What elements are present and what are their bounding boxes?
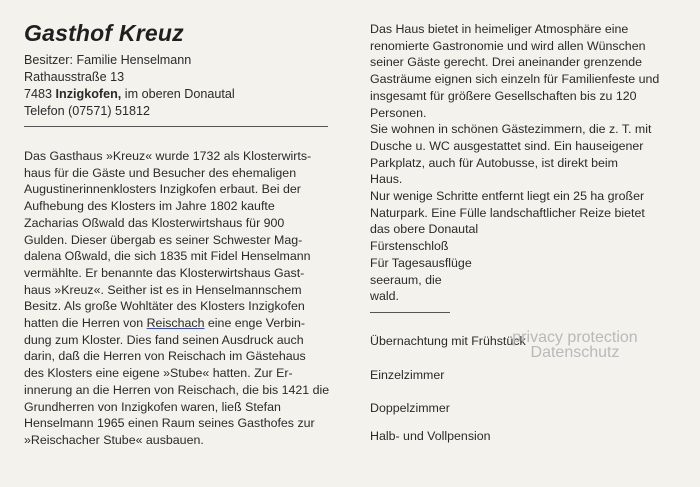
history-line: vermählte. Er benannte das Klosterwirtshaus Gast- <box>24 265 305 280</box>
owner-line: Besitzer: Familie Henselmann <box>24 53 192 67</box>
history-line: Grundherren von Inzigkofen waren, ließ Stefan <box>24 399 281 414</box>
description-line: insgesamt für größere Gesellschaften bis zu 120 <box>370 88 637 103</box>
divider-left <box>24 126 328 127</box>
watermark-line: Datenschutz <box>530 344 620 361</box>
description-line: renomierte Gastronomie und wird allen Wünschen <box>370 38 646 53</box>
price-row-board: Halb- und Vollpension <box>370 429 491 443</box>
description-line-clipped: das obere Donautal <box>370 222 479 237</box>
history-line: Gulden. Dieser übergab es seiner Schwester Mag- <box>24 232 303 247</box>
postal-code: 7483 <box>24 87 56 101</box>
price-row-single: Einzelzimmer <box>370 368 445 382</box>
underlined-word: Reischach <box>146 316 205 331</box>
description-line: Parkplatz, auch für Autobusse, ist direkt beim <box>370 155 618 170</box>
history-line: des Klosters eine eigene »Stube« hatten. Zur Er- <box>24 366 293 381</box>
description-line-clipped: Fürstenschloß <box>370 239 449 254</box>
watermark <box>500 330 650 360</box>
description-line: Personen. <box>370 105 427 120</box>
history-line: haus »Kreuz«. Seither ist es in Henselmannschem <box>24 282 302 297</box>
description-line: Sie wohnen in schönen Gästezimmern, die z. T. mit <box>370 122 652 137</box>
description-line: Gasträume eignen sich einzeln für Familienfeste und <box>370 72 660 87</box>
owner-address-block <box>24 52 235 120</box>
phone-line: Telefon (07571) 51812 <box>24 104 151 118</box>
description-text <box>370 21 680 305</box>
history-line-text: hatten die Herren von <box>24 316 147 331</box>
description-line-clipped: seeraum, die <box>370 272 442 287</box>
history-line: haus für die Gäste und Besucher des ehemaligen <box>24 165 297 180</box>
description-line: Das Haus bietet in heimeliger Atmosphäre eine <box>370 22 629 36</box>
history-line: Henselmann 1965 einen Raum seines Gasthofes zur <box>24 416 315 431</box>
description-line: Haus. <box>370 172 403 187</box>
history-line <box>24 315 332 332</box>
history-line: Das Gasthaus »Kreuz« wurde 1732 als Klosterwirts- <box>24 149 312 163</box>
history-line: darin, daß die Herren von Reischach im Gästehaus <box>24 349 306 364</box>
divider-right <box>370 312 450 313</box>
history-line: Aufhebung des Klosters im Jahre 1802 kaufte <box>24 199 275 214</box>
street-line: Rathausstraße 13 <box>24 70 125 84</box>
description-line-clipped: wald. <box>370 289 399 304</box>
price-row-double: Doppelzimmer <box>370 401 450 415</box>
history-line: Zacharias Oßwald das Klosterwirtshaus für 900 <box>24 215 285 230</box>
page-title: Gasthof Kreuz <box>24 20 184 46</box>
history-text <box>24 148 332 449</box>
price-row-overnight: Übernachtung mit Frühstück <box>370 334 526 348</box>
history-line: Besitz. Als große Wohltäter des Klosters Inzigkofen <box>24 299 305 314</box>
history-line: dung zum Kloster. Dies fand seinen Ausdruck auch <box>24 332 304 347</box>
watermark-line: privacy protection <box>512 329 638 346</box>
history-line: dalena Oßwald, die sich 1835 mit Fidel Henselmann <box>24 249 311 264</box>
description-line: seiner Gäste gerecht. Drei aneinander grenzende <box>370 55 643 70</box>
description-line: Naturpark. Eine Fülle landschaftlicher Reize bietet <box>370 205 645 220</box>
city-line <box>24 86 235 103</box>
history-line-text: eine enge Verbin- <box>204 316 306 331</box>
description-line: Dusche u. WC ausgestattet sind. Ein hauseigener <box>370 138 644 153</box>
city-name: Inzigkofen, <box>55 87 122 101</box>
history-line: Augustinerinnenklosters Inzigkofen erbaut. Bei der <box>24 182 301 197</box>
description-line-clipped: Für Tagesausflüge <box>370 255 472 270</box>
history-line: innerung an die Herren von Reischach, die bis 1421 die <box>24 382 330 397</box>
history-line: »Reischacher Stube« ausbauen. <box>24 432 204 447</box>
region-text: im oberen Donautal <box>121 87 235 101</box>
description-line: Nur wenige Schritte entfernt liegt ein 25 ha großer <box>370 189 645 204</box>
